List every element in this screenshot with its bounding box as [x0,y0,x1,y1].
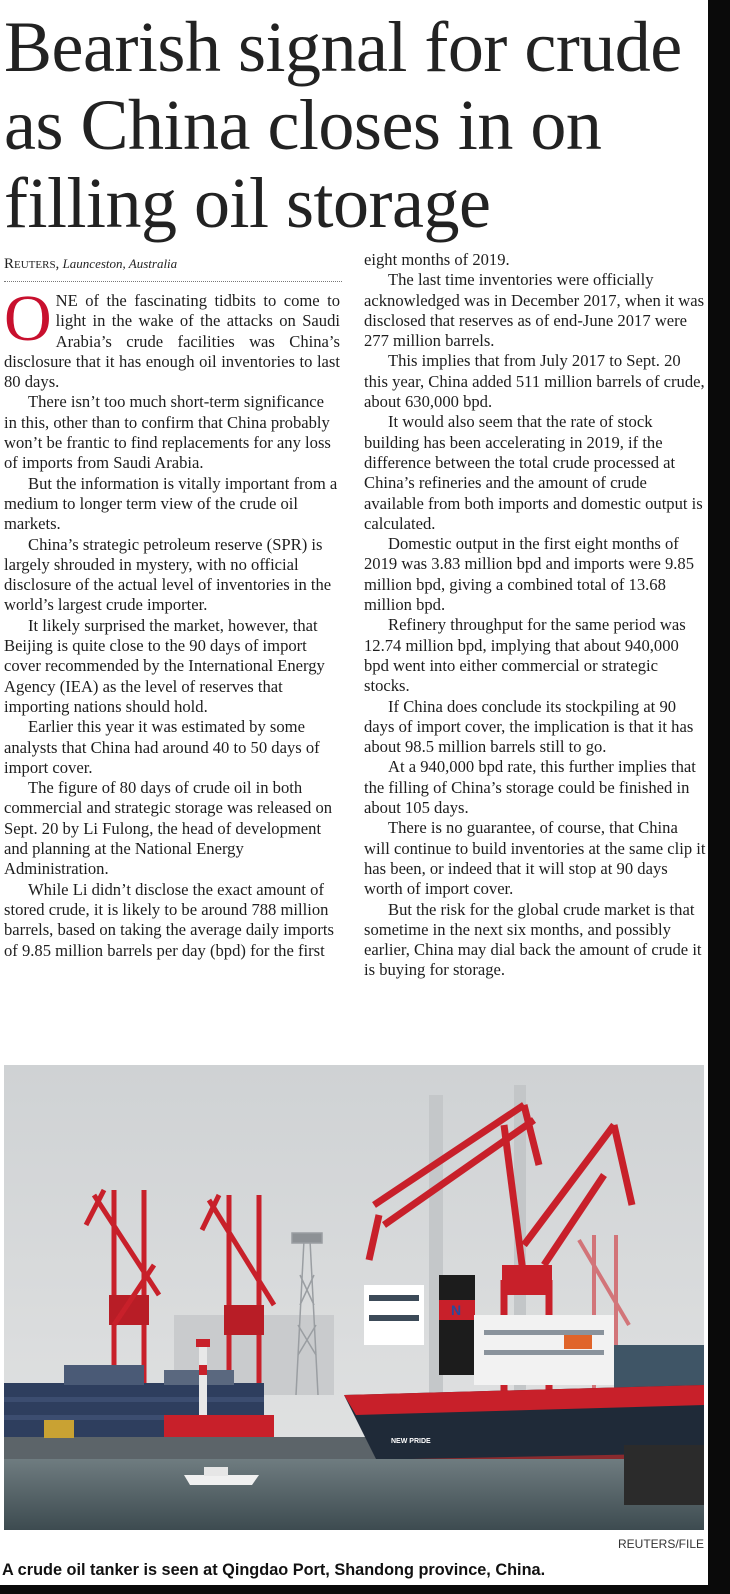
harbor-water [4,1459,704,1530]
paragraph: At a 940,000 bpd rate, this further implies that the filling of China’s storage could be finished in about 105 days. [364,757,696,818]
photo-credit: REUTERS/FILE [617,1537,704,1551]
paragraph: But the risk for the global crude market is that sometime in the next six months, and possibly earlier, China may dial back the amount of crude it is buying for storage. [364,899,702,980]
paragraph: This implies that from July 2017 to Sept. 20 this year, China added 511 million barrels of crude, about 630,000 bpd. [364,351,705,412]
port-scene-illustration [4,1065,704,1530]
continuation-line: eight months of 2019. [364,250,510,269]
paragraph: The figure of 80 days of crude oil in both commercial and strategic storage was released on Sept. 20 by Li Fulong, the head of development and planning at the National Energy Administration. [4,778,333,879]
paragraph: But the information is vitally important from a medium to longer term view of the crude oil markets. [4,473,338,534]
right-edge-bar [708,0,730,1594]
paragraph: Domestic output in the first eight months of 2019 was 3.83 million bpd and imports were 9.85 million bpd, giving a combined total of 13.68 million bpd. [364,534,694,615]
byline-agency: Reuters, [4,256,60,272]
bottom-edge-bar [0,1585,730,1594]
port-photo [4,1065,704,1530]
lead-paragraph [4,282,340,392]
paragraph: There isn’t too much short-term significance in this, other than to confirm that China probably won’t be frantic to find replacements for any loss of imports from Saudi Arabia. [4,392,331,473]
paragraph: There is no guarantee, of course, that China will continue to build inventories at the same clip it has been, or indeed that it will stop at 90 days worth of import cover. [364,818,706,899]
paragraph: Refinery throughput for the same period was 12.74 million bpd, implying that about 940,000 bpd went into either commercial or strategic stocks. [364,615,686,696]
paragraph: It likely surprised the market, however, that Beijing is quite close to the 90 days of import cover recommended by the International Energy Agency (IEA) as the level of reserves that importing nations should hold. [4,615,325,716]
article-column-1 [4,282,340,961]
paragraph: It would also seem that the rate of stock building has been accelerating in 2019, if the difference between the total crude processed at China’s refineries and the amount of crude available from both imports and domestic output is calculated. [364,412,703,533]
paragraph: While Li didn’t disclose the exact amount of stored crude, it is likely to be around 788 million barrels, based on taking the average daily imports of 9.85 million barrels per day (bpd) for the first [4,879,334,960]
quay-truck [164,1415,274,1437]
article-column-2 [364,250,706,981]
paragraph: Earlier this year it was estimated by some analysts that China had around 40 to 50 days of import cover. [4,717,320,777]
headline: Bearish signal for crude as China closes in on filling oil storage [4,7,682,243]
byline [4,256,177,273]
ship-name: NEW PRIDE [391,1438,431,1445]
drop-cap: O [4,282,52,355]
paragraph: The last time inventories were officially acknowledged was in December 2017, when it was disclosed that reserves as of end-June 2017 were 277 million barrels. [364,270,705,351]
lead-text: NE of the fascinating tidbits to come to light in the wake of the attacks on Saudi Arabia’s crude facilities was China’s disclosure that it has enough oil inventories to last 80 days. [4,291,340,392]
byline-divider [4,281,342,282]
svg-text:N: N [451,1302,462,1318]
paragraph: If China does conclude its stockpiling at 90 days of import cover, the implication is that it has about 98.5 million barrels still to go. [364,696,694,757]
pier [624,1445,704,1505]
quay-vehicle [44,1420,74,1438]
byline-location: Launceston, Australia [62,256,178,271]
photo-caption: A crude oil tanker is seen at Qingdao Port, Shandong province, China. [2,1561,546,1579]
paragraph: China’s strategic petroleum reserve (SPR) is largely shrouded in mystery, with no official disclosure of the actual level of inventories in the world’s largest crude importer. [4,534,332,615]
